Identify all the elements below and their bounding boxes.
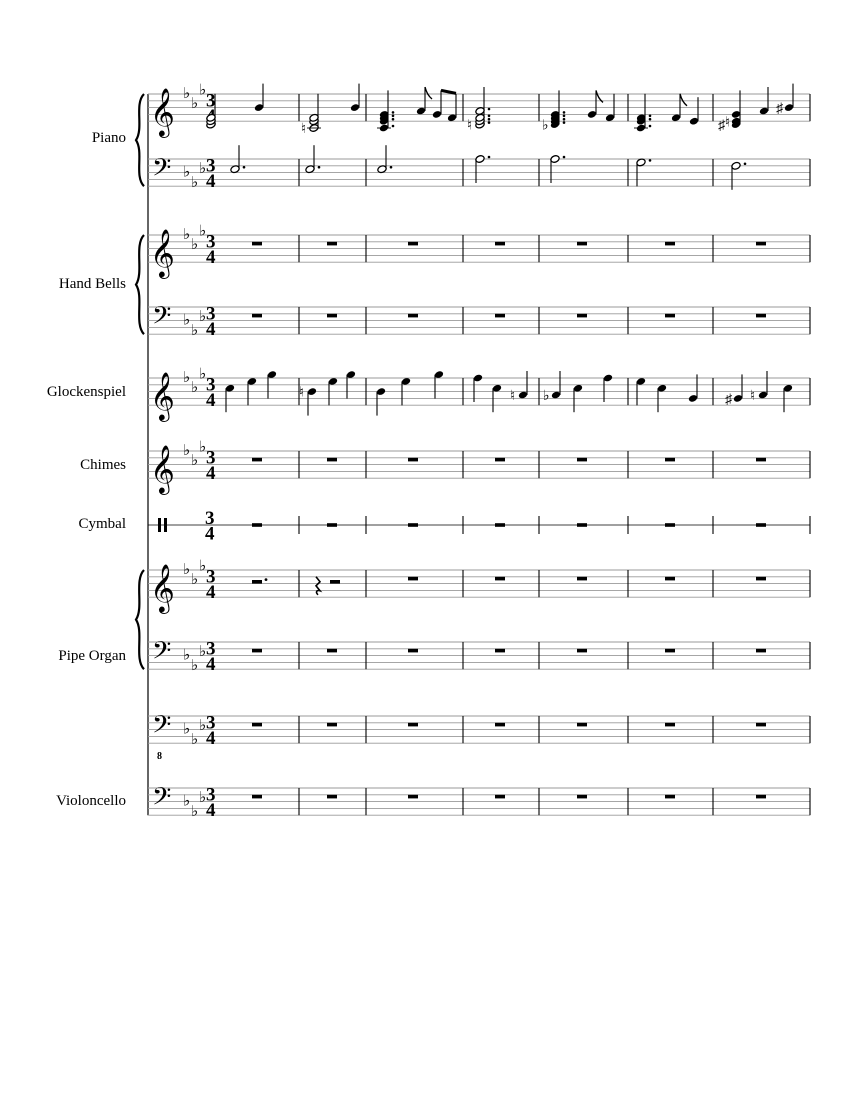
staff [148, 365, 810, 423]
whole-rest-icon [665, 723, 675, 727]
instrument-piano [136, 81, 810, 193]
instrument-violoncello [148, 782, 810, 821]
whole-rest-icon [408, 795, 418, 799]
sharp-icon: ♯ [725, 392, 732, 408]
whole-rest-icon [252, 314, 262, 318]
beam [441, 90, 456, 93]
whole-rest-icon [495, 723, 505, 727]
natural-icon: ♮ [725, 115, 731, 131]
time-signature-numerator: 3 [206, 566, 216, 588]
instrument-glockenspiel [148, 365, 810, 423]
dot-icon [649, 159, 652, 162]
time-signature-denominator: 4 [206, 319, 216, 341]
instrument-label: Chimes [80, 457, 126, 473]
sharp-icon: ♯ [776, 101, 783, 117]
octave-mark: 8 [157, 751, 162, 763]
brace-icon [136, 235, 144, 334]
flat-icon: ♭ [199, 307, 207, 326]
staff [148, 557, 810, 615]
whole-rest-icon [577, 577, 587, 581]
time-signature-denominator: 4 [206, 171, 216, 193]
flat-icon: ♭ [183, 84, 191, 102]
whole-rest-icon [756, 649, 766, 653]
flag-icon [680, 94, 687, 106]
whole-rest-icon [577, 723, 587, 727]
whole-rest-icon [577, 523, 587, 527]
whole-rest-icon [327, 523, 337, 527]
flat-icon: ♭ [183, 441, 191, 459]
whole-rest-icon [495, 649, 505, 653]
time-signature-denominator: 4 [206, 728, 216, 750]
percussion-clef-icon [158, 518, 161, 532]
whole-rest-icon [408, 577, 418, 581]
whole-rest-icon [665, 523, 675, 527]
time-signature-denominator: 4 [206, 247, 216, 269]
staff [148, 782, 810, 821]
whole-rest-icon [495, 242, 505, 246]
time-signature-denominator: 4 [206, 800, 216, 822]
whole-rest-icon [756, 723, 766, 727]
whole-rest-icon [756, 795, 766, 799]
instrument-label: Hand Bells [58, 276, 126, 292]
flat-icon: ♭ [199, 556, 207, 575]
sharp-icon: ♯ [718, 118, 725, 134]
instrument-label: Cymbal [78, 516, 126, 532]
flat-icon: ♭ [199, 80, 207, 99]
whole-rest-icon [408, 723, 418, 727]
dot-icon [390, 166, 393, 169]
flat-icon: ♭ [543, 389, 550, 404]
whole-rest-icon [327, 314, 337, 318]
instrument-label: Piano [91, 130, 126, 146]
flat-icon: ♭ [199, 437, 207, 456]
staff [148, 636, 810, 675]
flat-icon: ♭ [183, 645, 191, 664]
whole-rest-icon [252, 795, 262, 799]
natural-icon: ♮ [299, 385, 305, 401]
half-rest-icon [330, 580, 340, 584]
brace-icon [136, 570, 144, 669]
whole-rest-icon [408, 649, 418, 653]
flat-icon: ♭ [191, 570, 199, 589]
whole-rest-icon [665, 458, 675, 462]
time-signature-denominator: 4 [206, 654, 216, 676]
flat-icon: ♭ [199, 221, 207, 240]
whole-rest-icon [252, 242, 262, 246]
instrument-label: Pipe Organ [58, 648, 126, 664]
time-signature-numerator: 3 [206, 447, 216, 469]
whole-rest-icon [408, 523, 418, 527]
flat-icon: ♭ [183, 310, 191, 329]
flat-icon: ♭ [191, 320, 199, 339]
whole-rest-icon [577, 458, 587, 462]
whole-rest-icon [665, 795, 675, 799]
bass-clef-icon: 𝄢 [152, 636, 172, 672]
natural-icon: ♮ [750, 389, 756, 404]
bass-clef-icon: 𝄢 [152, 782, 172, 818]
flat-icon: ♭ [191, 172, 199, 191]
staff [148, 710, 810, 762]
treble-clef-icon: 𝄞 [150, 371, 175, 421]
whole-rest-icon [327, 795, 337, 799]
time-signature-denominator: 4 [206, 582, 216, 604]
flat-icon: ♭ [191, 801, 199, 820]
whole-rest-icon [577, 242, 587, 246]
instrument-pipe-organ [136, 557, 810, 763]
whole-rest-icon [577, 795, 587, 799]
time-signature-numerator: 3 [205, 508, 215, 529]
bass-clef-icon: 𝄢 [152, 301, 172, 337]
natural-icon: ♮ [467, 118, 473, 134]
natural-icon: ♮ [301, 122, 307, 137]
staff [148, 508, 810, 545]
whole-rest-icon [252, 523, 262, 527]
flat-icon: ♭ [191, 451, 199, 470]
staff [148, 222, 810, 280]
dot-icon [563, 156, 566, 159]
time-signature-numerator: 3 [206, 303, 216, 325]
instrument-chimes [148, 438, 810, 496]
time-signature-numerator: 3 [206, 155, 216, 177]
whole-rest-icon [665, 649, 675, 653]
treble-clef-icon: 𝄞 [150, 228, 175, 278]
whole-rest-icon [327, 242, 337, 246]
flat-icon: ♭ [183, 719, 191, 738]
whole-rest-icon [408, 242, 418, 246]
piano-bass-notes [230, 145, 746, 190]
instrument-label: Violoncello [56, 793, 126, 809]
whole-rest-icon [327, 458, 337, 462]
time-signature-denominator: 4 [205, 523, 215, 545]
time-signature-numerator: 3 [206, 231, 216, 253]
flat-icon: ♭ [183, 368, 191, 386]
treble-clef-icon: 𝄞 [150, 563, 175, 613]
whole-rest-icon [577, 314, 587, 318]
whole-rest-icon [327, 723, 337, 727]
treble-clef-icon: 𝄞 [150, 444, 175, 494]
bass-clef-icon: 𝄢 [152, 153, 172, 189]
treble-clef-icon: 𝄞 [150, 87, 175, 137]
instrument-hand-bells [136, 222, 810, 341]
percussion-clef-icon [164, 518, 167, 532]
flat-icon: ♭ [183, 225, 191, 243]
flat-icon: ♭ [191, 378, 199, 397]
flag-icon [425, 87, 432, 99]
time-signature-numerator: 3 [206, 712, 216, 734]
dot-icon [318, 166, 321, 169]
flat-icon: ♭ [183, 560, 191, 578]
instrument-cymbal [148, 508, 810, 545]
bass-clef-icon: 𝄢 [152, 710, 172, 746]
whole-rest-icon [665, 314, 675, 318]
flat-icon: ♭ [199, 642, 207, 661]
whole-rest-icon [495, 458, 505, 462]
staff [148, 438, 810, 496]
whole-rest-icon [408, 458, 418, 462]
dot-icon [744, 163, 747, 166]
whole-rest-icon [665, 577, 675, 581]
glockenspiel-notes [225, 370, 793, 415]
whole-rest-icon [577, 649, 587, 653]
whole-rest-icon [495, 314, 505, 318]
whole-rest-icon [327, 649, 337, 653]
flat-icon: ♭ [191, 94, 199, 113]
brace-icon [136, 94, 144, 186]
flat-icon: ♭ [183, 162, 191, 181]
flat-icon: ♭ [199, 364, 207, 383]
whole-rest-icon [408, 314, 418, 318]
whole-rest-icon [495, 795, 505, 799]
whole-rest-icon [252, 458, 262, 462]
flat-icon: ♭ [191, 655, 199, 674]
flat-icon: ♭ [199, 788, 207, 807]
natural-icon: ♮ [510, 389, 516, 404]
time-signature-numerator: 3 [206, 638, 216, 660]
whole-rest-icon [756, 577, 766, 581]
flat-icon: ♭ [199, 716, 207, 735]
flat-icon: ♭ [199, 159, 207, 178]
time-signature-numerator: 3 [206, 90, 216, 112]
whole-rest-icon [756, 523, 766, 527]
dot-icon [265, 578, 268, 581]
whole-rest-icon [665, 242, 675, 246]
whole-rest-icon [495, 577, 505, 581]
whole-rest-icon [756, 314, 766, 318]
dot-icon [243, 166, 246, 169]
flat-icon: ♭ [191, 729, 199, 748]
time-signature-numerator: 3 [206, 374, 216, 396]
whole-rest-icon [756, 458, 766, 462]
flat-icon: ♭ [191, 235, 199, 254]
whole-rest-icon [756, 242, 766, 246]
time-signature-denominator: 4 [206, 463, 216, 485]
flat-icon: ♭ [183, 791, 191, 810]
time-signature-denominator: 4 [206, 390, 216, 412]
staff [148, 301, 810, 340]
whole-rest-icon [495, 523, 505, 527]
quarter-rest-icon [316, 577, 320, 595]
flat-icon: ♭ [542, 118, 549, 134]
half-rest-icon [252, 580, 262, 584]
whole-rest-icon [252, 723, 262, 727]
dot-icon [488, 156, 491, 159]
time-signature-numerator: 3 [206, 784, 216, 806]
whole-rest-icon [252, 649, 262, 653]
instrument-label: Glockenspiel [46, 384, 126, 400]
piano-treble-notes [206, 84, 794, 137]
